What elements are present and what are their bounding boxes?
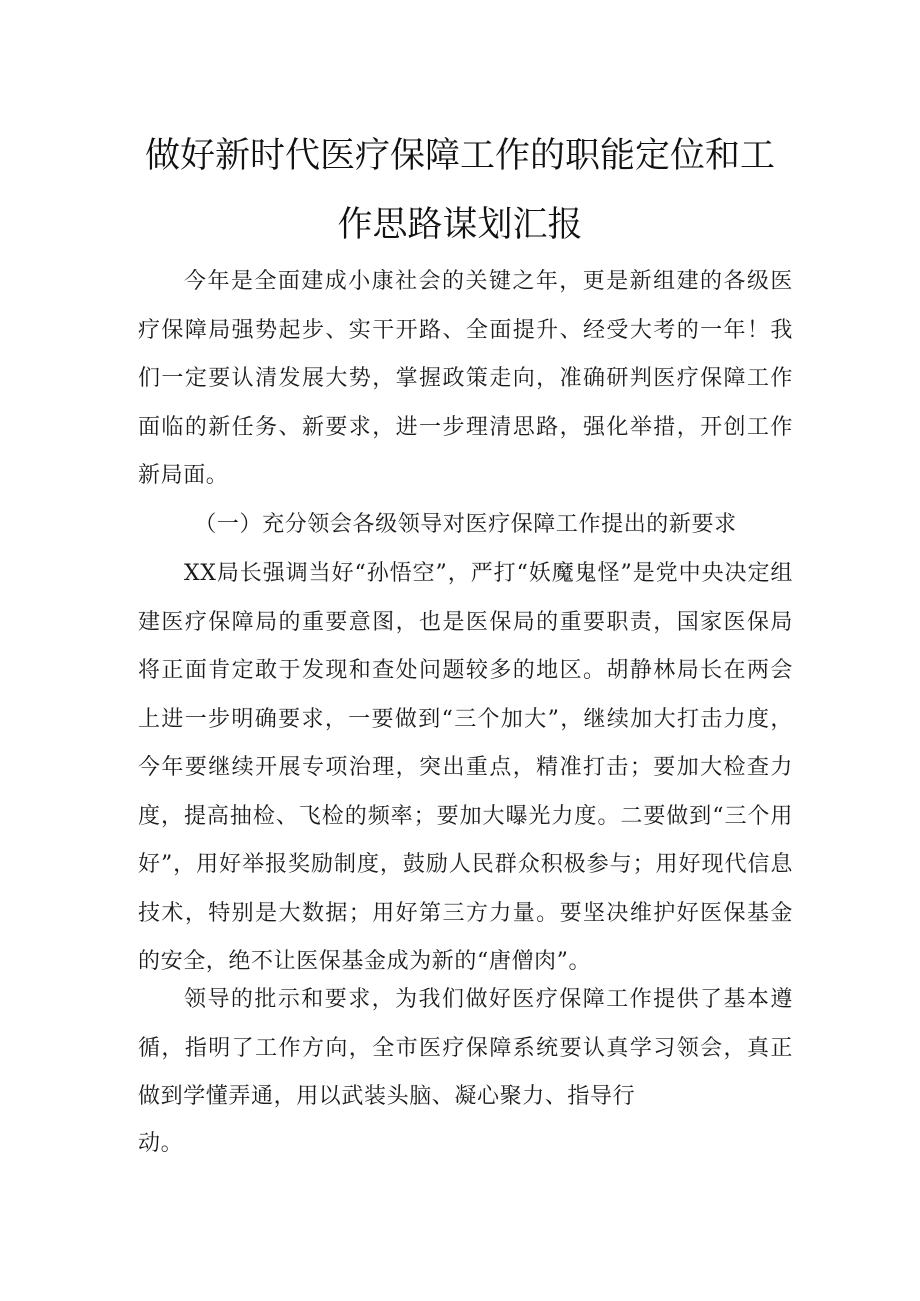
paragraph-requirements: XX局长强调当好“孙悟空”，严打“妖魔鬼怪”是党中央决定组建医疗保障局的重要意图，也是医保局的重要职责，国家医保局将正面肯定敢于发现和查处问题较多的地区。胡静林局长在两会上进一步明确要求，一要做到“三个加大”，继续加大打击力度，今年要继续开展专项治理，突出重点，精准打击；要加大检查力度，提高抽检、飞检的频率；要加大曝光力度。二要做到“三个用好”，用好举报奖励制度，鼓励人民群众积极参与；用好现代信息技术，特别是大数据；用好第三方力量。要坚决维护好医保基金的安全，绝不让医保基金成为新的“唐僧肉”。 (138, 561, 793, 974)
document-title-line-1: 做好新时代医疗保障工作的职能定位和工 (144, 136, 775, 176)
paragraph-conclusion: 领导的批示和要求，为我们做好医疗保障工作提供了基本遵循，指明了工作方向，全市医疗保障系统要认真学习领会，真正做到学懂弄通，用以武装头脑、凝心聚力、指导行 (138, 987, 793, 1109)
paragraph-intro: 今年是全面建成小康社会的关键之年，更是新组建的各级医疗保障局强势起步、实干开路、全面提升、经受大考的一年！我们一定要认清发展大势，掌握政策走向，准确研判医疗保障工作面临的新任务、新要求，进一步理清思路，强化举措，开创工作新局面。 (138, 269, 793, 488)
paragraph-conclusion-tail: 动。 (138, 1131, 184, 1156)
section-heading: （一）充分领会各级领导对医疗保障工作提出的新要求 (194, 512, 737, 537)
document-title-line-2: 作思路谋划汇报 (337, 205, 583, 245)
